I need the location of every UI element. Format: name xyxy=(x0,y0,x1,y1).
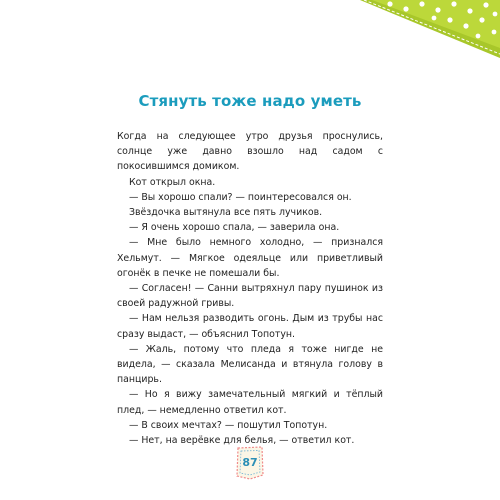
paragraph: — В своих мечтах? — пошутил Топотун. xyxy=(129,419,328,431)
story-text xyxy=(117,129,383,448)
paragraph: Звёздочка вытянула все пять лучиков. xyxy=(129,207,323,219)
paragraph: — Жаль, потому что пледа я тоже нигде не видела, — сказала Мелисанда и втянула голову в панцирь. xyxy=(117,343,383,386)
paragraph: — Мне было немного холодно, — признался Хельмут. — Мягкое одеяльце или приветливый огонёк в печке не помешали бы. xyxy=(117,237,383,279)
page-number: 87 xyxy=(242,456,258,469)
paragraph: — Я очень хорошо спала, — заверила она. xyxy=(129,222,340,234)
paragraph: — Нам нельзя разводить огонь. Дым из трубы нас сразу выдаст, — объяснил Топотун. xyxy=(117,313,383,340)
paragraph: — Но я вижу замечательный мягкий и тёплый плед, — немедленно ответил кот. xyxy=(117,389,383,416)
paragraph: — Нет, на верёвке для белья, — ответил кот. xyxy=(129,435,355,447)
chapter-title: Стянуть тоже надо уметь xyxy=(138,92,362,110)
paragraph: Когда на следующее утро друзья проснулись, солнце уже давно взошло над садом с покосившимся домиком. xyxy=(117,131,383,173)
corner-decoration-cloth xyxy=(350,0,500,60)
paragraph: Кот открыл окна. xyxy=(129,176,216,188)
paragraph: — Вы хорошо спали? — поинтересовался он. xyxy=(129,191,352,203)
paragraph: — Согласен! — Санни вытряхнул пару пушинок из своей радужной гривы. xyxy=(117,283,383,310)
